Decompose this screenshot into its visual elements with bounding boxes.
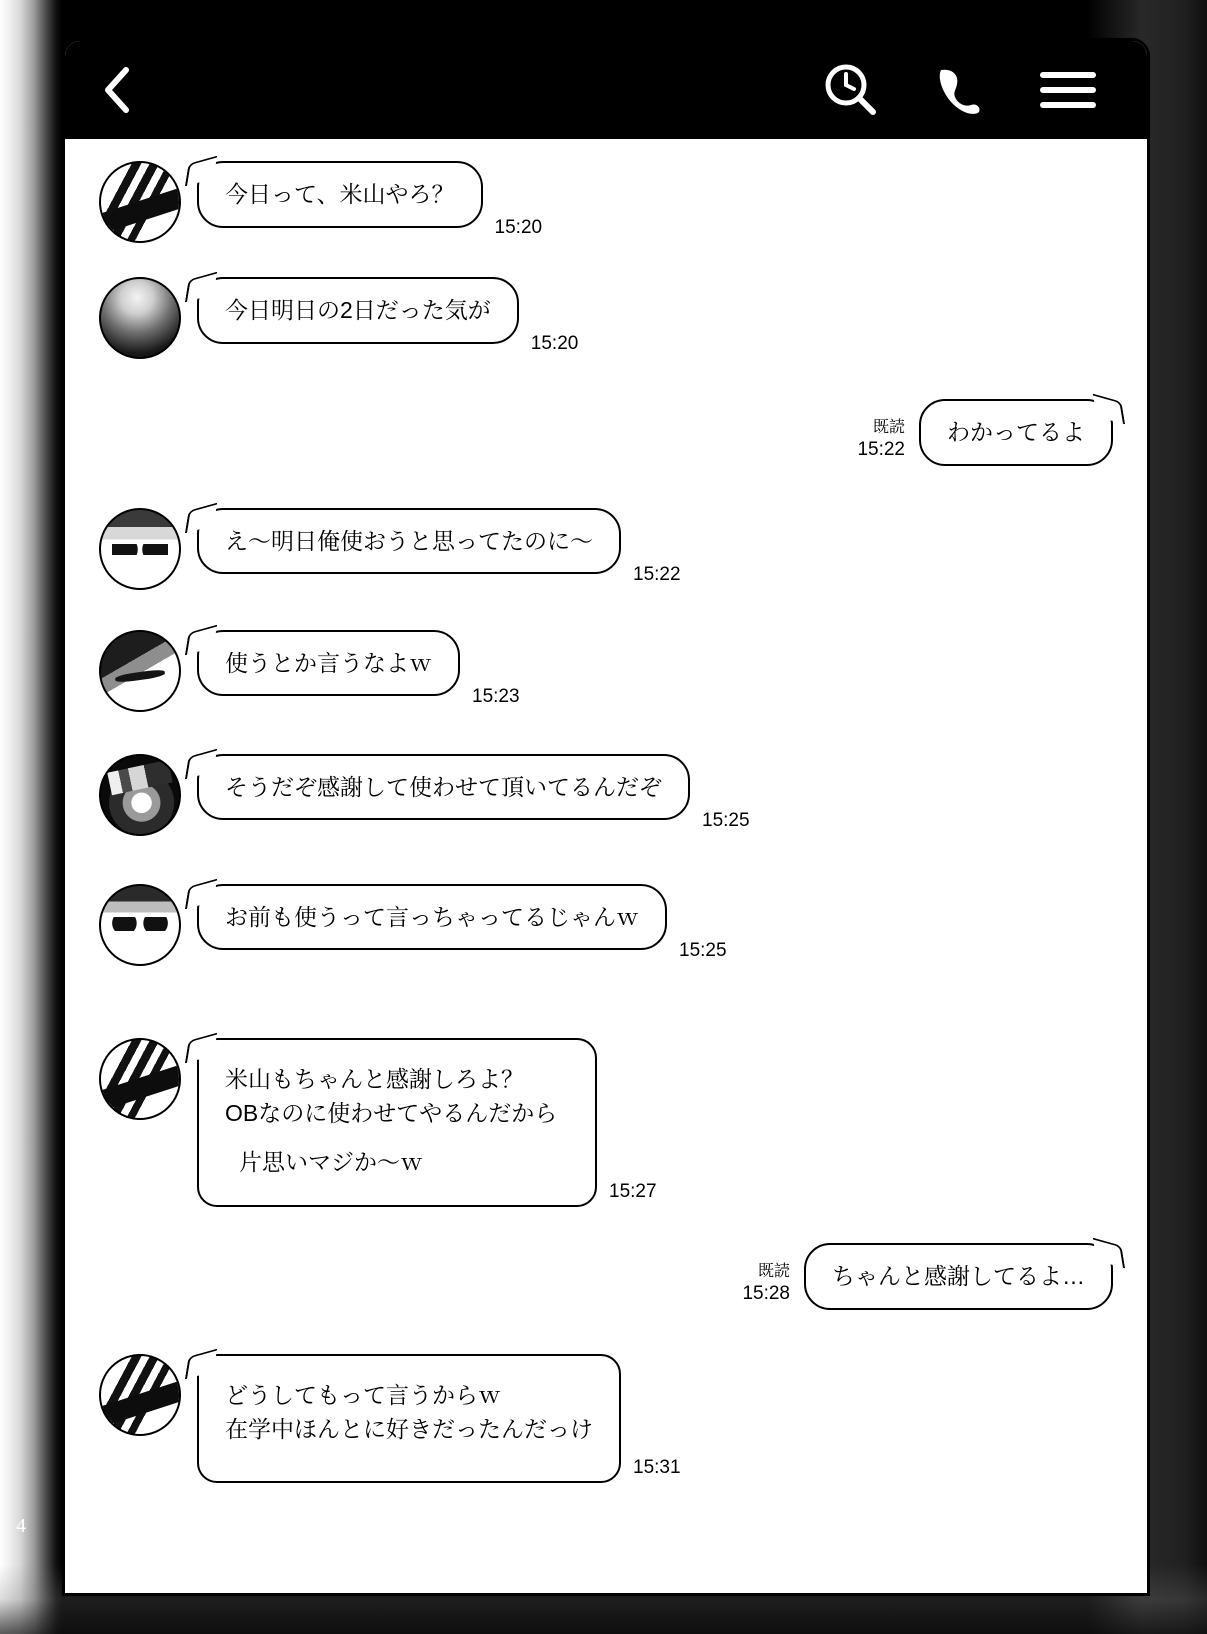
menu-button[interactable] — [1039, 67, 1097, 113]
message-timestamp: 15:28 — [742, 1282, 790, 1304]
chat-app-window — [62, 38, 1150, 1596]
message-row — [99, 754, 1113, 836]
search-button[interactable] — [821, 61, 879, 119]
hamburger-menu-icon — [1039, 67, 1097, 113]
chevron-left-icon — [100, 64, 134, 116]
message-row — [99, 884, 1113, 966]
message-timestamp: 15:31 — [633, 1456, 681, 1478]
call-button[interactable] — [931, 62, 987, 118]
search-clock-icon — [821, 61, 879, 119]
avatar[interactable] — [99, 630, 181, 712]
message-bubble: お前も使うって言っちゃってるじゃんｗ — [197, 884, 667, 951]
message-row — [99, 277, 1113, 359]
message-bubble: え〜明日俺使おうと思ってたのに〜 — [197, 508, 621, 575]
message-bubble — [197, 1354, 621, 1483]
message-timestamp: 15:22 — [857, 438, 905, 460]
read-receipt: 既読 — [757, 1262, 790, 1280]
back-button[interactable] — [95, 62, 139, 118]
avatar[interactable] — [99, 1038, 181, 1120]
avatar[interactable] — [99, 754, 181, 836]
message-timestamp: 15:20 — [494, 217, 543, 238]
message-line: OBなのに使わせてやるんだから — [225, 1100, 558, 1126]
avatar[interactable] — [99, 508, 181, 590]
message-line: どうしてもって言うからｗ — [225, 1381, 501, 1408]
message-timestamp: 15:25 — [679, 939, 727, 961]
message-row-outgoing — [99, 399, 1113, 466]
message-timestamp: 15:27 — [609, 1181, 657, 1202]
message-row — [99, 1354, 1113, 1483]
phone-icon — [931, 62, 987, 118]
message-status — [742, 1262, 790, 1306]
message-row — [99, 508, 1113, 590]
avatar[interactable] — [99, 884, 181, 966]
message-list[interactable] — [65, 139, 1147, 1593]
message-bubble — [197, 1038, 597, 1208]
message-status — [857, 418, 905, 462]
message-bubble: 今日って、米山やろ？ — [197, 161, 483, 228]
message-timestamp: 15:25 — [702, 809, 750, 831]
message-bubble: わかってるよ — [919, 399, 1113, 466]
page-number: 4 — [16, 1515, 26, 1537]
avatar[interactable] — [99, 1354, 181, 1436]
message-line-gap — [225, 1131, 569, 1145]
message-bubble: そうだぞ感謝して使わせて頂いてるんだぞ — [197, 754, 690, 821]
message-row — [99, 161, 1113, 243]
message-line: 在学中ほんとに好きだったんだっけ — [225, 1416, 593, 1442]
header-actions — [821, 61, 1097, 119]
message-bubble: 今日明日の2日だった気が — [197, 277, 519, 344]
message-bubble: 使うとか言うなよｗ — [197, 630, 460, 697]
avatar[interactable] — [99, 161, 181, 243]
message-line: 米山もちゃんと感謝しろよ？ — [225, 1065, 524, 1092]
message-timestamp: 15:20 — [530, 333, 579, 354]
app-header — [65, 41, 1147, 139]
message-row-outgoing — [99, 1243, 1113, 1310]
avatar[interactable] — [99, 277, 181, 359]
message-timestamp: 15:22 — [633, 563, 681, 585]
message-bubble: ちゃんと感謝してるよ… — [804, 1243, 1113, 1310]
read-receipt: 既読 — [872, 418, 905, 436]
message-row — [99, 1038, 1113, 1208]
message-timestamp: 15:23 — [472, 685, 520, 707]
message-row — [99, 630, 1113, 712]
message-line: 片思いマジか〜ｗ — [239, 1148, 423, 1175]
